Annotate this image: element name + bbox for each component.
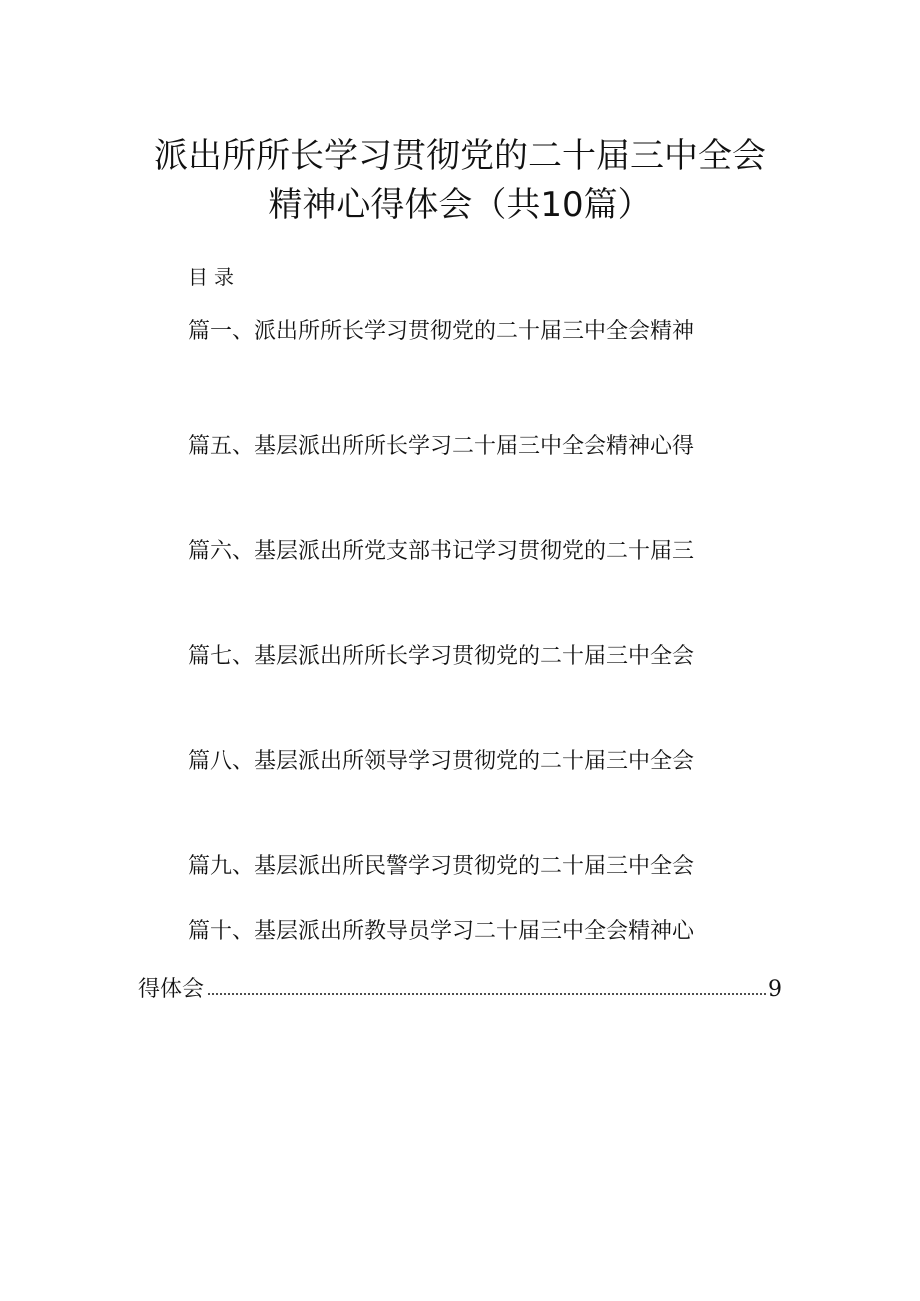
toc-item[interactable]: 篇五、基层派出所所长学习二十届三中全会精神心得 [188, 434, 695, 459]
document-title-line-1: 派出所所长学习贯彻党的二十届三中全会 [154, 136, 766, 176]
document-title-line-2: 精神心得体会（共10篇） [268, 185, 652, 225]
toc-item-continuation-text: 得体会 [138, 977, 205, 1002]
toc-heading: 目录 [188, 265, 240, 289]
toc-page-number: 9 [768, 977, 782, 1002]
toc-item[interactable]: 篇九、基层派出所民警学习贯彻党的二十届三中全会 [188, 854, 695, 879]
toc-dot-leader [207, 991, 766, 997]
toc-item-continuation[interactable] [138, 973, 782, 1005]
toc-item[interactable]: 篇七、基层派出所所长学习贯彻党的二十届三中全会 [188, 644, 695, 669]
toc-item[interactable]: 篇八、基层派出所领导学习贯彻党的二十届三中全会 [188, 749, 695, 774]
toc-item[interactable]: 篇六、基层派出所党支部书记学习贯彻党的二十届三 [188, 539, 695, 564]
toc-item[interactable]: 篇十、基层派出所教导员学习二十届三中全会精神心 [188, 919, 695, 944]
toc-item[interactable]: 篇一、派出所所长学习贯彻党的二十届三中全会精神 [188, 319, 695, 344]
